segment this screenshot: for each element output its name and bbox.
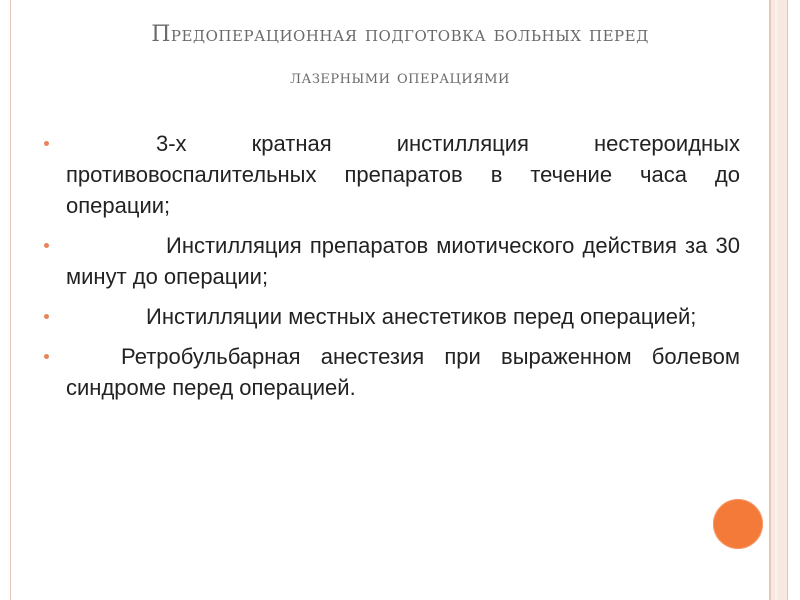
slide-title xyxy=(40,14,760,98)
right-decorative-band xyxy=(770,0,788,600)
orange-circle-icon xyxy=(713,499,763,549)
bullet-dot-icon xyxy=(44,243,49,248)
bullet-item xyxy=(30,128,740,221)
bullet-dot-icon xyxy=(44,141,49,146)
bullet-item xyxy=(30,230,740,292)
bullet-list xyxy=(30,128,740,412)
bullet-item xyxy=(30,301,740,332)
bullet-item xyxy=(30,341,740,403)
bullet-text: Ретробульбарная анестезия при выраженном болевом синдроме перед операцией. xyxy=(66,344,740,400)
slide-title-line-2: лазерными операциями xyxy=(290,66,510,88)
bullet-text: Инстилляции местных анестетиков перед операцией; xyxy=(146,304,697,329)
bullet-dot-icon xyxy=(44,354,49,359)
slide-title-line-1: Предоперационная подготовка больных перед xyxy=(151,22,649,47)
right-decorative-stripe xyxy=(775,0,778,600)
bullet-text: Инстилляция препаратов миотического действия за 30 минут до операции; xyxy=(66,233,740,289)
bullet-text: 3-х кратная инстилляция нестероидных противовоспалительных препаратов в течение часа до операции; xyxy=(66,131,740,218)
bullet-dot-icon xyxy=(44,314,49,319)
